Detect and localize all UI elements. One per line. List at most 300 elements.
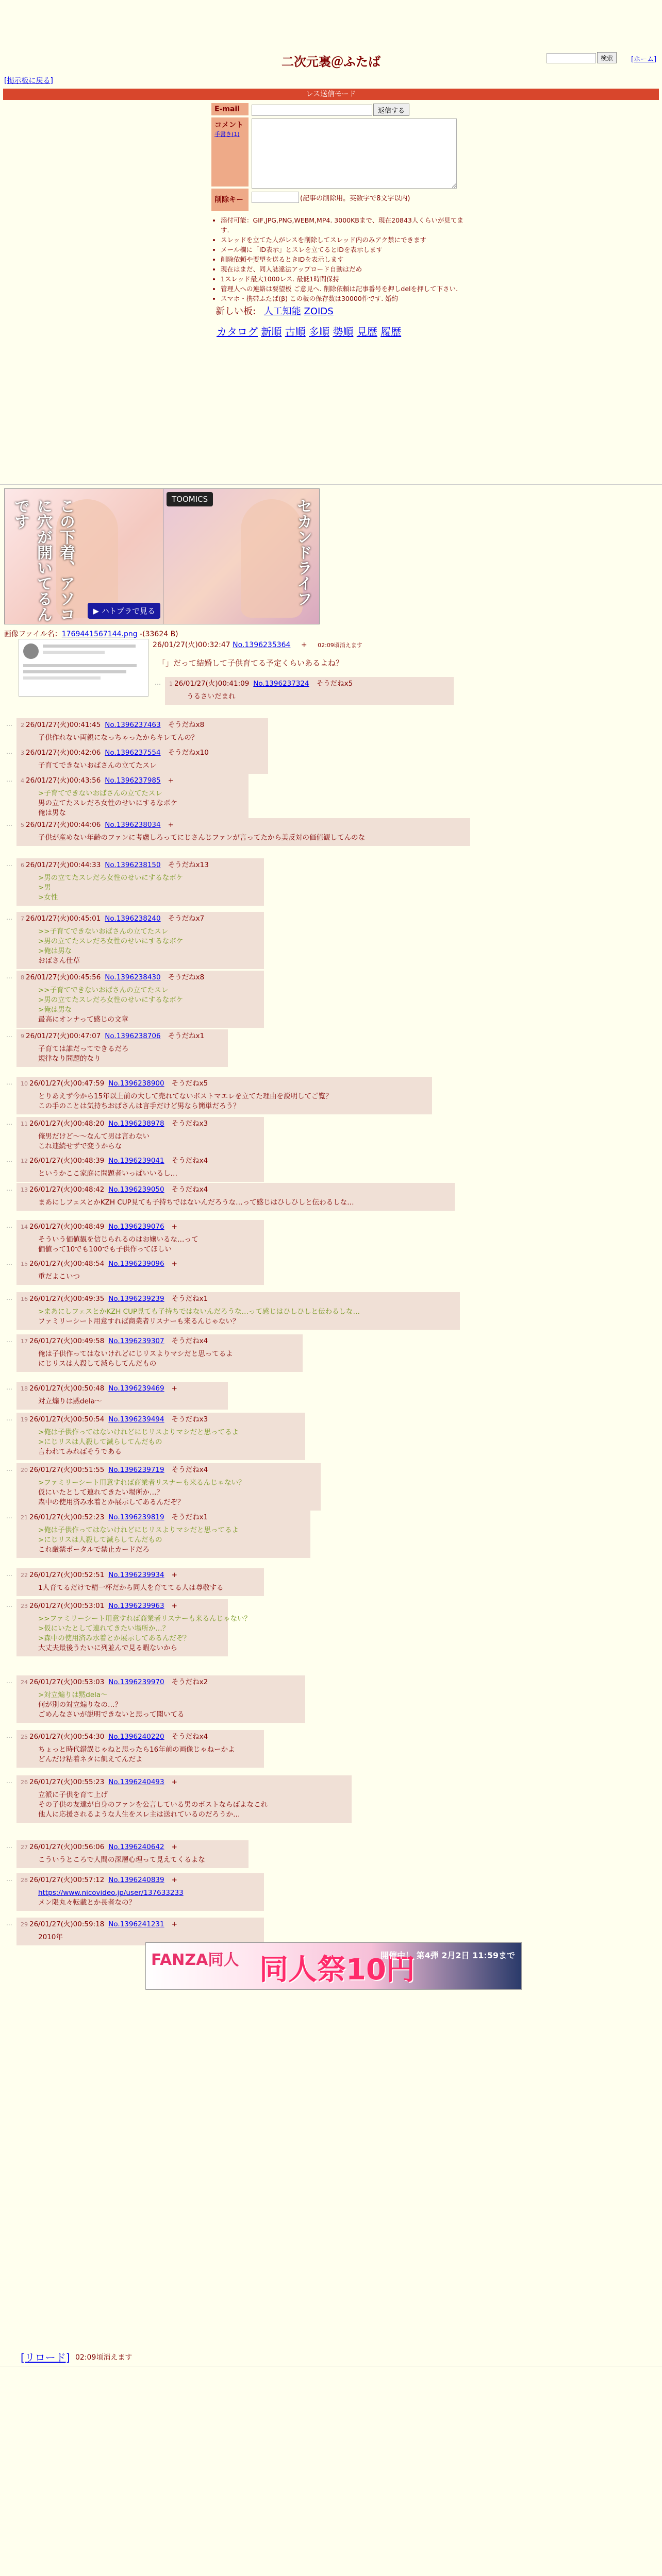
- reply-post: [16, 774, 249, 821]
- reply-line: 何が別の対立煽りなの…？: [38, 1701, 122, 1709]
- submit-reply-button[interactable]: 返信する: [373, 104, 409, 116]
- reply-line: 大丈夫最後うたいに列並んで見る暇ないから: [38, 1644, 177, 1652]
- reply-index: 23: [21, 1603, 28, 1609]
- reply-post: [16, 1334, 303, 1372]
- sodane-button[interactable]: そうだねx10: [168, 749, 209, 757]
- sodane-button[interactable]: そうだねx7: [168, 914, 205, 923]
- reply-post-number[interactable]: No.1396240642: [108, 1843, 164, 1851]
- reply-post: [16, 1117, 264, 1155]
- reply-post: [16, 1292, 460, 1330]
- reply-index: 19: [21, 1416, 28, 1423]
- reply-date: 26/01/27(火)00:59:18: [29, 1920, 105, 1928]
- reply-post: [16, 718, 268, 746]
- reply-line: ちょっと時代錯誤じゃねと思ったら16年前の画像じゃねーかよ: [38, 1745, 235, 1754]
- op-header: [153, 639, 362, 650]
- reply-line: ごめんなさいが説明できないと思って聞いてる: [38, 1710, 185, 1719]
- sodane-button[interactable]: そうだねx3: [171, 1120, 208, 1128]
- reply-body: [21, 1855, 244, 1865]
- reply-body: [21, 1790, 347, 1820]
- reply-indent-marker: …: [6, 1513, 12, 1520]
- reply-post: [16, 1463, 321, 1511]
- sodane-button[interactable]: そうだねx1: [168, 1032, 205, 1040]
- plus-button[interactable]: +: [171, 1876, 177, 1884]
- reply-line: ファミリーシート用意すれば商業者リスナーも来るんじゃない？: [38, 1317, 240, 1326]
- posting-note: • スマホ・携帯ふたば(β) この板の保存数は30000件です. 婚約: [221, 294, 469, 303]
- reply-body: [21, 1690, 301, 1720]
- handwrite-link[interactable]: 手書き(1): [214, 131, 240, 138]
- reply-line: 俺男だけど～～なんて男は言わない: [38, 1132, 150, 1141]
- reply-post: [16, 1257, 264, 1285]
- posting-note: • 現在はまだ、同人誌違法アップロード自動はだめ: [221, 264, 469, 274]
- reply-body: [21, 1478, 317, 1507]
- reply-index: 16: [21, 1296, 28, 1302]
- quote-line: >>子育てできないおばさんの立てたスレ: [38, 927, 169, 936]
- reply-line: これ連続せずで変うからな: [38, 1142, 122, 1150]
- reply-indent-marker: …: [6, 860, 12, 868]
- email-label: E-mail: [211, 103, 249, 115]
- reply-header: [21, 720, 264, 730]
- view-history-link[interactable]: 見歴: [356, 326, 377, 338]
- reply-body: [21, 789, 244, 818]
- history-link[interactable]: 履歴: [380, 326, 402, 338]
- reply-body: [21, 1526, 306, 1555]
- reply-line: 他人に応援されるような人生をスレ主は送れているのだろうか…: [38, 1810, 240, 1819]
- reply-indent-marker: …: [6, 1079, 12, 1086]
- reload-link[interactable]: [リロード]: [21, 2351, 70, 2364]
- op-post-number[interactable]: No.1396235364: [233, 641, 291, 649]
- reply-line: その子供の友達が自身のファンを公言している男のボストならばよなこれ: [38, 1801, 268, 1809]
- reply-post-number[interactable]: No.1396240493: [108, 1778, 164, 1786]
- reply-index: 26: [21, 1779, 28, 1786]
- reply-indent-marker: …: [6, 1031, 12, 1039]
- reply-post-number[interactable]: No.1396239307: [108, 1337, 164, 1345]
- reply-post-number[interactable]: No.1396237463: [105, 721, 161, 729]
- email-field[interactable]: [252, 105, 372, 116]
- quote-line: >森中の使用済み水着とか展示してあるんだぞ？: [38, 1634, 190, 1642]
- reply-post-number[interactable]: No.1396238900: [108, 1079, 164, 1088]
- op-date: 26/01/27(火)00:32:47: [153, 641, 230, 649]
- reply-header: [21, 1601, 224, 1611]
- reply-header: [21, 1465, 317, 1475]
- reply-indent-marker: …: [6, 820, 12, 827]
- reply-indent-marker: …: [6, 1294, 12, 1301]
- op-comment: 「」だって結婚して子供育てる予定くらいあるよね？: [158, 658, 344, 668]
- reply-date: 26/01/27(火)00:45:56: [26, 973, 101, 981]
- reply-post-number[interactable]: No.1396239041: [108, 1157, 164, 1165]
- reply-indent-marker: …: [6, 914, 12, 921]
- new-board-link-zoids[interactable]: ZOIDS: [304, 306, 334, 317]
- reply-date: 26/01/27(火)00:41:45: [26, 721, 101, 729]
- reply-body: [21, 833, 466, 843]
- reply-post: [16, 1840, 249, 1868]
- reply-date: 26/01/27(火)00:48:39: [29, 1157, 105, 1165]
- reply-header: [21, 1842, 244, 1852]
- ad-banner-right[interactable]: [163, 488, 320, 624]
- plus-button[interactable]: +: [171, 1602, 177, 1610]
- reply-line: 重だよこいつ: [38, 1273, 80, 1281]
- delete-key-note: (記事の削除用。英数字で8文字以内): [300, 195, 410, 202]
- reply-post-number[interactable]: No.1396239469: [108, 1384, 164, 1393]
- reply-post: [16, 1511, 310, 1558]
- reply-index: 4: [21, 777, 24, 784]
- ad-title: この下着、アソコに穴が開いてるんです: [11, 498, 75, 622]
- new-boards-label: 新しい板:: [216, 306, 256, 317]
- quote-line: >にじリスは人殺して減らしてんだもの: [38, 1536, 162, 1544]
- reply-body: [21, 1272, 260, 1282]
- comment-label-text: コメント: [214, 121, 243, 129]
- quote-line: >男の立てたスレだろ女性のせいにするなボケ: [38, 996, 184, 1004]
- reply-body: [169, 692, 450, 702]
- reply-line: うるさいだまれ: [187, 692, 236, 701]
- delete-key-field[interactable]: [252, 192, 299, 203]
- reply-index: 11: [21, 1121, 28, 1127]
- op-file-label: 画像ファイル名：: [4, 630, 62, 638]
- thumb-line: [23, 664, 137, 667]
- reply-body: [21, 1397, 224, 1406]
- reply-post: [16, 1730, 264, 1768]
- reply-post-number[interactable]: No.1396239239: [108, 1295, 164, 1303]
- reply-header: [21, 860, 260, 870]
- reply-date: 26/01/27(火)00:50:54: [29, 1415, 105, 1423]
- sodane-button[interactable]: そうだねx4: [171, 1337, 208, 1345]
- reply-line: 1人育てるだけで精一杯だから同人を育ててる人は尊敬する: [38, 1584, 224, 1592]
- reply-line: 最高にオンナって感じの文章: [38, 1015, 128, 1024]
- reply-date: 26/01/27(火)00:44:06: [26, 821, 101, 829]
- reply-post: [16, 818, 470, 846]
- reply-line: この手のことは気持ちおばさんは言手だけど男なら簡単だろう？: [38, 1102, 240, 1110]
- reply-index: 9: [21, 1033, 24, 1040]
- reply-header: [21, 1777, 347, 1787]
- reply-index: 25: [21, 1734, 28, 1740]
- plus-button[interactable]: +: [171, 1223, 177, 1231]
- reply-index: 29: [21, 1921, 28, 1928]
- reply-post: [16, 1029, 228, 1067]
- posting-notes: [211, 215, 469, 303]
- reply-date: 26/01/27(火)00:50:48: [29, 1384, 105, 1393]
- reply-index: 28: [21, 1877, 28, 1884]
- reply-date: 26/01/27(火)00:45:01: [26, 914, 101, 923]
- op-file-line: [4, 629, 178, 639]
- reply-index: 21: [21, 1514, 28, 1521]
- reply-link[interactable]: https://www.nicovideo.jp/user/137633233: [38, 1889, 184, 1897]
- reply-post-number[interactable]: No.1396237554: [105, 749, 161, 757]
- reply-line: これ厳禁ポータルで禁止カードだろ: [38, 1546, 150, 1554]
- reply-post: [165, 677, 454, 705]
- reply-mode-bar: レス送信モード: [3, 89, 659, 100]
- reply-header: [21, 1875, 260, 1885]
- reply-index: 10: [21, 1080, 28, 1087]
- reply-header: [21, 1259, 260, 1269]
- reply-index: 5: [21, 822, 24, 828]
- reply-body: [21, 733, 264, 743]
- reply-date: 26/01/27(火)00:48:54: [29, 1260, 105, 1268]
- delete-key-label: 削除キー: [211, 189, 249, 211]
- home-link[interactable]: [ホーム]: [631, 56, 657, 63]
- reply-post: [16, 746, 268, 774]
- banner-headline: 同人祭10円: [259, 1953, 415, 1987]
- catalog-nav: [217, 324, 401, 338]
- reply-body: [21, 1044, 224, 1064]
- reply-date: 26/01/27(火)00:48:42: [29, 1185, 105, 1194]
- sort-many-link[interactable]: 多順: [309, 326, 330, 338]
- quote-line: >俺は子供作ってはないけれどにじリスよりマシだと思ってるよ: [38, 1428, 239, 1436]
- reply-date: 26/01/27(火)00:48:20: [29, 1120, 105, 1128]
- avatar: [23, 643, 39, 659]
- posting-note: • 1スレッド最大1000レス. 最低1時間保持: [221, 274, 469, 284]
- reply-indent-marker: …: [155, 679, 161, 686]
- op-thumbnail[interactable]: [19, 639, 148, 697]
- reply-post: [16, 1382, 228, 1410]
- reply-index: 17: [21, 1338, 28, 1345]
- ad-button[interactable]: ▶ ハトブラで見る: [88, 603, 160, 619]
- reply-line: こういうところで人間の深層心理って見えてくるよな: [38, 1856, 205, 1864]
- sodane-button[interactable]: そうだねx1: [171, 1513, 208, 1521]
- reply-indent-marker: …: [6, 1384, 12, 1391]
- fanza-banner-ad[interactable]: [145, 1942, 522, 1990]
- reply-date: 26/01/27(火)00:41:09: [174, 680, 250, 688]
- banner-period: 開催中！ 第4弾 2月2日 11:59まで: [380, 1951, 515, 1960]
- quote-line: >俺は男な: [38, 947, 72, 955]
- reply-date: 26/01/27(火)00:57:12: [29, 1876, 105, 1884]
- reply-indent-marker: …: [6, 1842, 12, 1850]
- reply-line: 対立煽りは黙dela～: [38, 1397, 102, 1405]
- reply-header: [21, 973, 260, 982]
- reply-index: 1: [169, 681, 173, 687]
- reply-line: というかここ家庭に問題者いっぱいいるし…: [38, 1170, 177, 1178]
- sodane-button[interactable]: そうだねx13: [168, 861, 209, 869]
- expire-text: 02:09頃消えます: [75, 2353, 133, 2362]
- reply-indent-marker: …: [6, 1156, 12, 1163]
- reply-post-number[interactable]: No.1396240839: [108, 1876, 164, 1884]
- op-plus-button[interactable]: +: [301, 641, 307, 649]
- reply-post-number[interactable]: No.1396239719: [108, 1466, 164, 1474]
- reply-header: [21, 776, 244, 786]
- reply-header: [21, 1384, 224, 1394]
- reply-body: [21, 1132, 260, 1151]
- reply-indent-marker: …: [6, 1415, 12, 1422]
- reply-index: 14: [21, 1224, 28, 1230]
- reply-post: [16, 1675, 305, 1723]
- reply-header: [21, 1156, 260, 1166]
- plus-button[interactable]: +: [171, 1920, 177, 1928]
- reply-date: 26/01/27(火)00:49:35: [29, 1295, 105, 1303]
- plus-button[interactable]: +: [171, 1571, 177, 1579]
- reply-date: 26/01/27(火)00:47:07: [26, 1032, 101, 1040]
- sodane-button[interactable]: そうだねx4: [171, 1733, 208, 1741]
- sort-new-link[interactable]: 新順: [261, 326, 282, 338]
- quote-line: >>子育てできないおばさんの立てたスレ: [38, 986, 169, 994]
- reply-line: 俺は子供作ってはないけれどにじリスよりマシだと思ってるよ: [38, 1350, 233, 1358]
- reply-index: 13: [21, 1187, 28, 1193]
- reply-header: [21, 1294, 456, 1304]
- reply-line: にじリスは人殺して減らしてんだもの: [38, 1360, 157, 1368]
- sodane-button[interactable]: そうだねx4: [171, 1185, 208, 1194]
- quote-line: >男の立てたスレだろ女性のせいにするなボケ: [38, 874, 184, 882]
- reply-post: [16, 1775, 352, 1823]
- thumb-line: [43, 645, 136, 648]
- reply-body: [21, 1614, 252, 1653]
- reply-line: 言われてみればそうである: [38, 1448, 122, 1456]
- reply-header: [21, 1920, 260, 1929]
- reply-post-number[interactable]: No.1396237985: [105, 776, 161, 785]
- sodane-button[interactable]: そうだねx1: [171, 1295, 208, 1303]
- reply-post: [16, 1413, 305, 1460]
- quote-line: >対立煽りは黙dela～: [38, 1691, 108, 1699]
- reply-line: 2010年: [38, 1933, 63, 1941]
- reply-body: [21, 1745, 260, 1765]
- reply-post: [16, 1220, 264, 1258]
- reply-post: [16, 1873, 264, 1911]
- reply-indent-marker: …: [6, 1677, 12, 1685]
- reply-index: 15: [21, 1261, 28, 1267]
- reply-post-number[interactable]: No.1396238240: [105, 914, 161, 923]
- reply-post-number[interactable]: No.1396239819: [108, 1513, 164, 1521]
- reply-header: [21, 1079, 428, 1089]
- reply-body: [21, 873, 260, 903]
- reply-post-number[interactable]: No.1396239050: [108, 1185, 164, 1194]
- reply-body: [21, 1092, 428, 1111]
- posting-note: • 添付可能：GIF,JPG,PNG,WEBM,MP4. 3000KBまで、現在20843人くらいが見てます.: [221, 215, 469, 235]
- reply-body: [21, 1349, 299, 1369]
- quote-line: >>ファミリーシート用意すれば商業者リスナーも来るんじゃない？: [38, 1615, 252, 1623]
- reply-body: [21, 1428, 301, 1457]
- reply-body: [21, 986, 260, 1025]
- reply-header: [21, 748, 264, 758]
- reply-date: 26/01/27(火)00:54:30: [29, 1733, 105, 1741]
- reply-date: 26/01/27(火)00:43:56: [26, 776, 101, 785]
- catalog-link[interactable]: カタログ: [217, 326, 258, 338]
- reply-index: 7: [21, 916, 24, 922]
- plus-button[interactable]: +: [168, 821, 174, 829]
- reply-header: [21, 1185, 451, 1195]
- posting-note: • メール欄に「ID表示」とスレを立てるとIDを表示します: [221, 245, 469, 255]
- posting-note: • 管理人への連絡は要望板 ご意見へ. 削除依頼は記事番号を押しdelを押して下さい.: [221, 284, 469, 294]
- reply-indent-marker: …: [6, 1222, 12, 1229]
- reply-indent-marker: …: [6, 1732, 12, 1739]
- quote-line: >女性: [38, 893, 58, 902]
- quote-line: >ファミリーシート用意すれば商業者リスナーも来るんじゃない？: [38, 1479, 245, 1487]
- plus-button[interactable]: +: [171, 1778, 177, 1786]
- posting-note: • 削除依頼や要望を送るときIDを表示します: [221, 255, 469, 264]
- reply-line: 子供作れない両親になっちゃったからキレてんの？: [38, 734, 198, 742]
- reply-indent-marker: …: [6, 1185, 12, 1192]
- reply-line: まあにしフェスとかKZH CUP見ても子持ちではないんだろうな…って感じはひしひしと伝わるしな…: [38, 1198, 354, 1207]
- reply-body: [21, 1307, 456, 1327]
- sodane-button[interactable]: そうだねx5: [316, 680, 353, 688]
- reply-header: [21, 1222, 260, 1232]
- reply-post-number[interactable]: No.1396241231: [108, 1920, 164, 1928]
- reply-post-number[interactable]: No.1396238150: [105, 861, 161, 869]
- reply-body: [21, 1169, 260, 1179]
- reply-indent-marker: …: [6, 748, 12, 755]
- quote-line: >男: [38, 884, 51, 892]
- reply-date: 26/01/27(火)00:44:33: [26, 861, 101, 869]
- sodane-button[interactable]: そうだねx8: [168, 721, 205, 729]
- reply-post-number[interactable]: No.1396239934: [108, 1571, 164, 1579]
- ad-banner-left[interactable]: [4, 488, 164, 624]
- reply-line: おばさん仕草: [38, 957, 80, 965]
- reply-post-number[interactable]: No.1396238034: [105, 821, 161, 829]
- reply-header: [21, 1677, 301, 1687]
- reply-body: [21, 761, 264, 771]
- search-button[interactable]: 検索: [597, 52, 617, 63]
- reply-post: [16, 912, 264, 969]
- reply-header: [21, 1732, 260, 1742]
- quote-line: >にじリスは人殺して減らしてんだもの: [38, 1438, 162, 1446]
- comment-textarea[interactable]: [252, 118, 457, 189]
- reply-index: 24: [21, 1679, 28, 1686]
- reply-post: [16, 858, 264, 906]
- reply-post-number[interactable]: No.1396239963: [108, 1602, 164, 1610]
- sodane-button[interactable]: そうだねx4: [171, 1157, 208, 1165]
- reply-indent-marker: …: [6, 1119, 12, 1126]
- plus-button[interactable]: +: [168, 776, 174, 785]
- reply-post: [16, 1599, 252, 1656]
- reply-indent-marker: …: [6, 1465, 12, 1472]
- reply-header: [21, 1336, 299, 1346]
- reply-post-number[interactable]: No.1396238978: [108, 1120, 164, 1128]
- sodane-button[interactable]: そうだねx2: [171, 1678, 208, 1686]
- reply-indent-marker: …: [6, 1875, 12, 1883]
- sodane-button[interactable]: そうだねx3: [171, 1415, 208, 1423]
- ad-brand: TOOMICS: [167, 492, 213, 506]
- reply-body: [21, 927, 260, 966]
- reply-header: [21, 1119, 260, 1129]
- reply-body: [21, 1583, 260, 1593]
- quote-line: >男の立てたスレだろ女性のせいにするなボケ: [38, 937, 184, 945]
- new-board-link-ai[interactable]: 人工知能: [263, 306, 301, 317]
- sodane-button[interactable]: そうだねx5: [171, 1079, 208, 1088]
- reply-index: 22: [21, 1572, 28, 1579]
- reply-line: 価値って10でも100でも子供作ってほしい: [38, 1245, 172, 1253]
- reply-date: 26/01/27(火)00:56:06: [29, 1843, 105, 1851]
- reply-post-number[interactable]: No.1396237324: [253, 680, 309, 688]
- op-file-link[interactable]: 1769441567144.png: [61, 630, 138, 638]
- reply-post: [16, 1918, 264, 1945]
- reply-header: [169, 679, 450, 689]
- reply-post-number[interactable]: No.1396239970: [108, 1678, 164, 1686]
- quote-line: >子育てできないおばさんの立てたスレ: [38, 789, 162, 798]
- reply-indent-marker: …: [6, 776, 12, 783]
- reply-post-number[interactable]: No.1396239494: [108, 1415, 164, 1423]
- site-title: 二次元裏＠ふたば: [282, 55, 380, 69]
- reply-post-number[interactable]: No.1396240220: [108, 1733, 164, 1741]
- reply-post-number[interactable]: No.1396239096: [108, 1260, 164, 1268]
- reply-line: 子供が産めない年齢のファンに考慮しろってにじさんじファンが言ってたから美反対の価値観してんのな: [38, 834, 365, 842]
- plus-button[interactable]: +: [171, 1843, 177, 1851]
- reply-header: [21, 914, 260, 924]
- reply-post-number[interactable]: No.1396238706: [105, 1032, 161, 1040]
- search-input[interactable]: [547, 53, 596, 63]
- back-to-board-link[interactable]: [掲示板に戻る]: [4, 77, 53, 85]
- reply-line: 規律なり問題的なり: [38, 1055, 101, 1063]
- sodane-button[interactable]: そうだねx4: [171, 1466, 208, 1474]
- reply-indent-marker: …: [6, 1336, 12, 1344]
- reply-post: [16, 971, 264, 1028]
- sort-old-link[interactable]: 古順: [285, 326, 306, 338]
- reply-date: 26/01/27(火)00:53:03: [29, 1678, 105, 1686]
- reply-index: 12: [21, 1158, 28, 1164]
- sodane-button[interactable]: そうだねx8: [168, 973, 205, 981]
- reply-index: 27: [21, 1844, 28, 1851]
- reply-line: 立派に子供を育て上げ: [38, 1791, 108, 1799]
- plus-button[interactable]: +: [171, 1384, 177, 1393]
- sort-momentum-link[interactable]: 勢順: [333, 326, 354, 338]
- reply-line: 森中の使用済み水着とか展示してあるんだぞ？: [38, 1498, 185, 1506]
- reply-post-number[interactable]: No.1396239076: [108, 1223, 164, 1231]
- reply-post-number[interactable]: No.1396238430: [105, 973, 161, 981]
- plus-button[interactable]: +: [171, 1260, 177, 1268]
